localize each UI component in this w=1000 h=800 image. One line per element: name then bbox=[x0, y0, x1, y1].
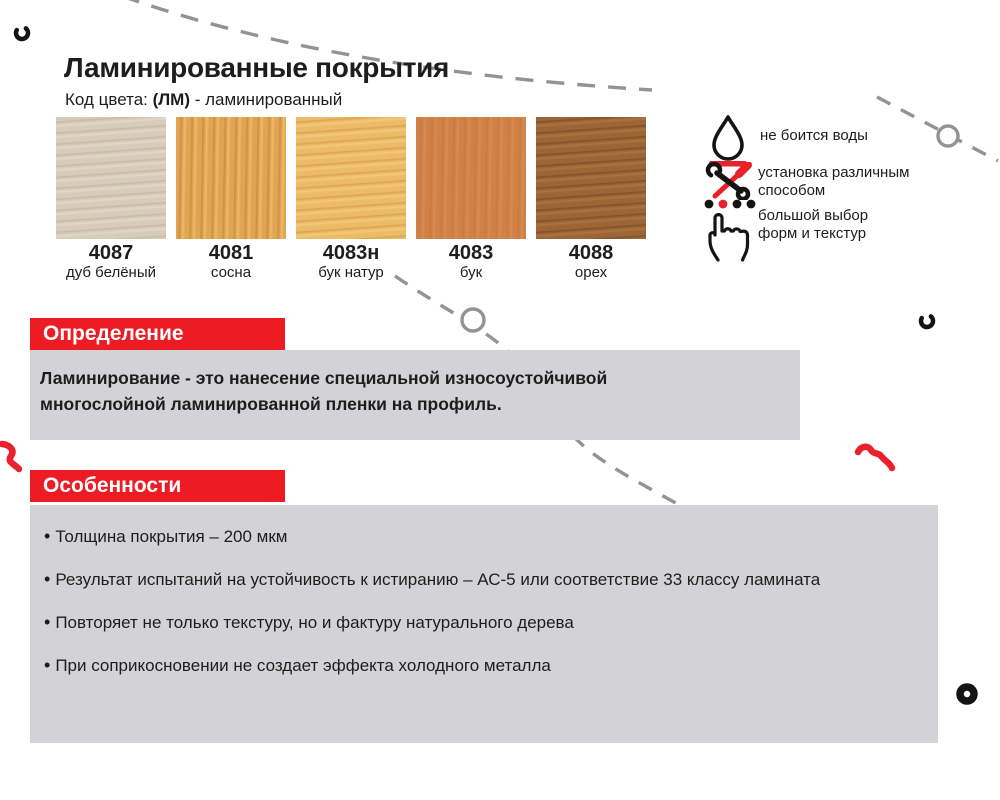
page-title: Ламинированные покрытия bbox=[64, 52, 450, 83]
swatch-code: 4081 bbox=[208, 242, 254, 264]
swatch-label bbox=[523, 242, 659, 281]
swatch-image-4081 bbox=[176, 117, 286, 239]
swatch-label bbox=[163, 242, 299, 281]
circle-marker-middle bbox=[462, 309, 484, 331]
feature-item: • Толщина покрытия – 200 мкм bbox=[44, 515, 824, 558]
swatch-code: 4083 bbox=[448, 242, 494, 264]
subtitle-color-code: (ЛМ) bbox=[152, 90, 191, 109]
circle-marker-top-right bbox=[938, 126, 958, 146]
benefit-label: установка различным способом bbox=[758, 164, 910, 199]
swatch-name: сосна bbox=[210, 264, 252, 281]
definition-heading: Определение bbox=[30, 318, 285, 350]
swatch-name: бук bbox=[459, 264, 483, 281]
swatch-name: дуб белёный bbox=[66, 264, 156, 281]
swatch-image-4087 bbox=[56, 117, 166, 239]
swatch-image-4083 bbox=[416, 117, 526, 239]
swatch-label bbox=[283, 242, 419, 281]
swatch-code: 4088 bbox=[568, 242, 614, 264]
swatch-label bbox=[403, 242, 539, 281]
swatch-image-4083n bbox=[296, 117, 406, 239]
swatch-code: 4083н bbox=[322, 242, 380, 264]
red-squiggle-left bbox=[2, 444, 19, 469]
feature-item: • Повторяет не только текстуру, но и фактуру натурального дерева bbox=[44, 601, 824, 644]
swatch-code: 4087 bbox=[88, 242, 134, 264]
benefit-label: не боится воды bbox=[760, 127, 868, 144]
comma-mark-left bbox=[14, 25, 31, 42]
red-squiggle-right bbox=[858, 447, 892, 468]
swatch-label bbox=[43, 242, 179, 281]
feature-item: • При соприкосновении не создает эффекта холодного металла bbox=[44, 644, 824, 687]
swatch-name: орех bbox=[574, 264, 608, 281]
subtitle-suffix: - ламинированный bbox=[190, 90, 343, 109]
features-heading: Особенности bbox=[30, 470, 285, 502]
swatch-name: бук натур bbox=[318, 264, 384, 281]
definition-panel bbox=[30, 350, 800, 440]
definition-text: Ламинирование - это нанесение специальной износоустойчивой многослойной ламинированной пленки на профиль. bbox=[40, 368, 608, 414]
subtitle-prefix: Код цвета: bbox=[65, 90, 153, 109]
benefit-label: большой выбор форм и текстур bbox=[758, 207, 869, 242]
features-panel bbox=[30, 505, 938, 743]
donut-mark-bottom-right bbox=[960, 687, 974, 701]
comma-mark-right bbox=[919, 313, 936, 330]
feature-item: • Результат испытаний на устойчивость к истиранию – АС-5 или соответствие 33 классу ламината bbox=[44, 558, 824, 601]
hand-choice-icon bbox=[701, 196, 759, 267]
swatch-image-4088 bbox=[536, 117, 646, 239]
page-subtitle bbox=[65, 90, 342, 110]
